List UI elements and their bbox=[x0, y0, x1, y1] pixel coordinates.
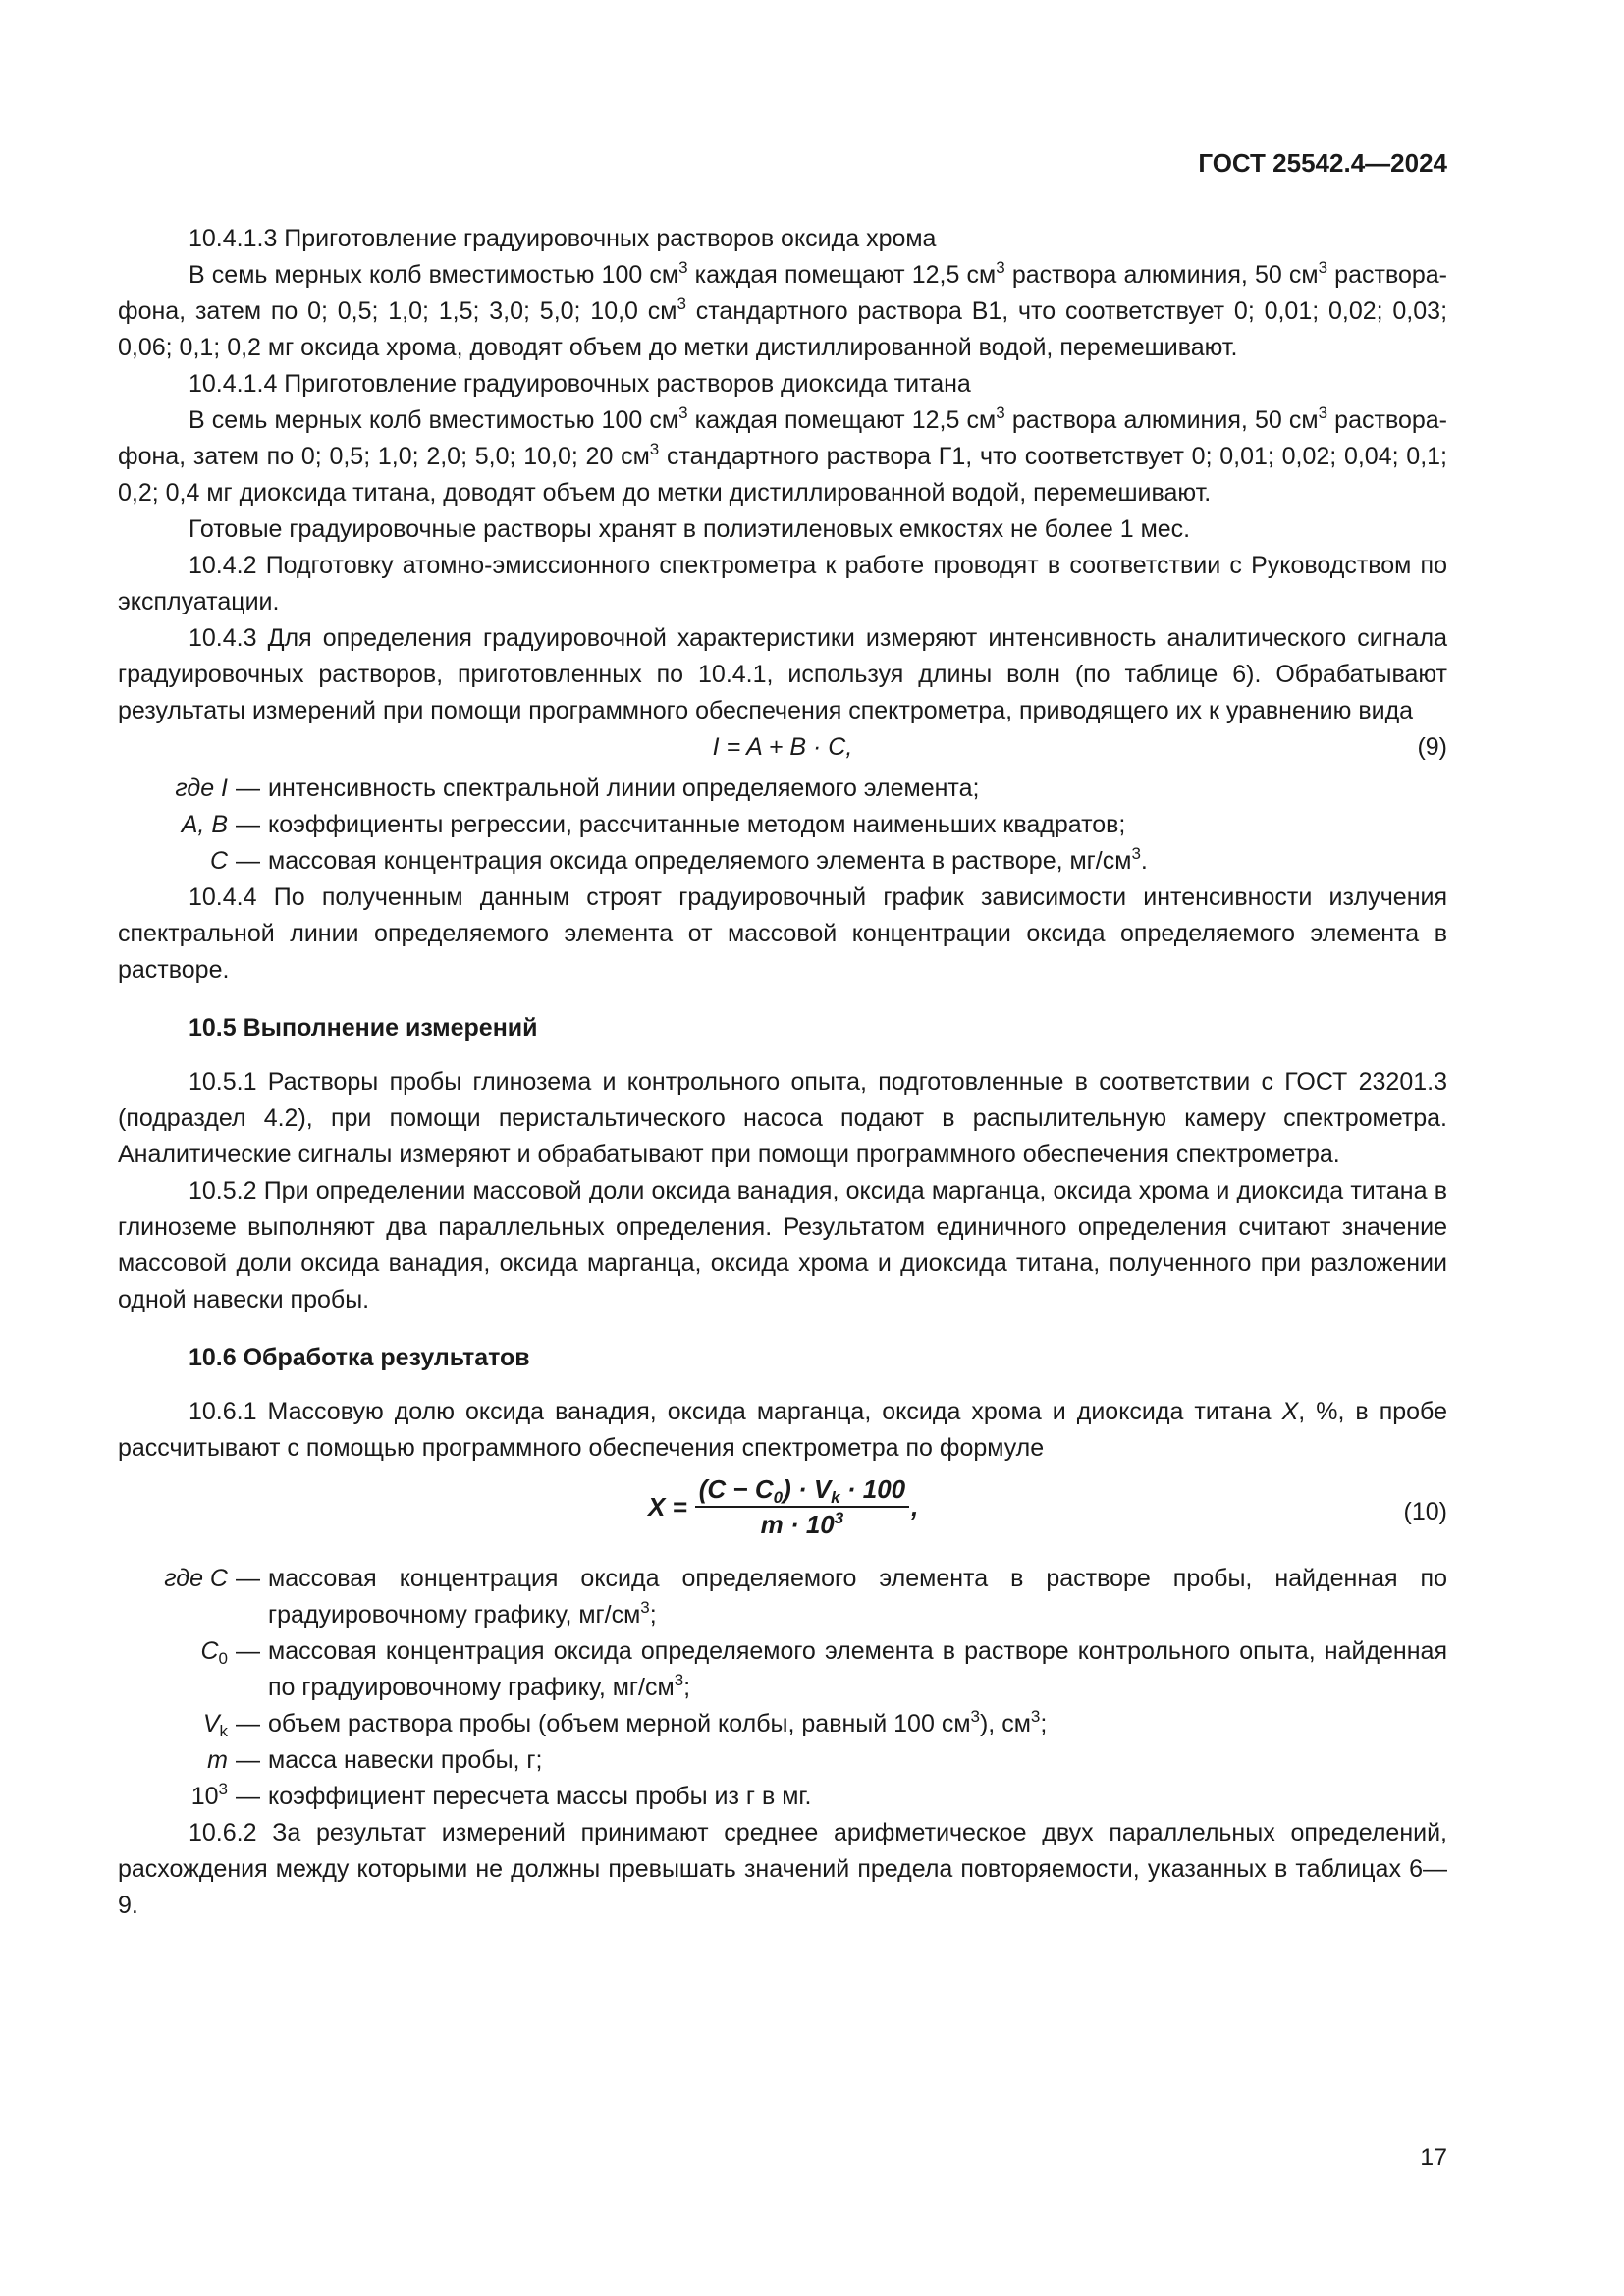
paragraph-10-4-3: 10.4.3 Для определения градуировочной характеристики измеряют интенсивность аналитического сигнала градуировочных растворов, приготовленных по 10.4.1, используя длины волн (по таблице 6). Обрабатывают результаты измерений при помощи программного обеспечения спектрометра, приводящего их к уравнению вида bbox=[118, 624, 1447, 724]
paragraph-10-4-4: 10.4.4 По полученным данным строят градуировочный график зависимости интенсивности излучения спектральной линии определяемого элемента от массовой концентрации оксида определяемого элемента в растворе. bbox=[118, 883, 1447, 984]
paragraph-10-5-2: 10.5.2 При определении массовой доли оксида ванадия, оксида марганца, оксида хрома и диоксида титана в глиноземе выполняют два параллельных определения. Результатом единичного определения считают значение массовой доли оксида ванадия, оксида марганца, оксида хрома и диоксида титана, полученного при разложении одной навески пробы. bbox=[118, 1177, 1447, 1313]
formula-10-definitions bbox=[118, 1561, 1447, 1815]
body-text bbox=[118, 221, 1447, 1924]
definition-row: C — массовая концентрация оксида определяемого элемента в растворе, $мг/см^3$. bbox=[209, 844, 1148, 875]
paragraph-10-5-1: 10.5.1 Растворы пробы глинозема и контрольного опыта, подготовленные в соответствии с ГОСТ 23201.3 (подраздел 4.2), при помощи перистальтического насоса подают в распылительную камеру спектрометра. Аналитические сигналы измеряют и обрабатывают при помощи программного обеспечения спектрометра. bbox=[118, 1068, 1447, 1168]
definition-row: $10^3$ — коэффициент пересчета массы пробы из г в мг. bbox=[190, 1780, 812, 1810]
section-heading-10-6: 10.6 Обработка результатов bbox=[189, 1344, 530, 1371]
formula-10-number: (10) bbox=[1403, 1498, 1447, 1525]
formula-10-denominator: $m \cdot 10^3$ bbox=[760, 1509, 844, 1539]
document-id: ГОСТ 25542.4—2024 bbox=[1198, 148, 1447, 178]
definition-row: m — масса навески пробы, г; bbox=[207, 1746, 543, 1774]
definition-row: $V_k$ — объем раствора пробы (объем мерной колбы, равный 100 $см^3$), $см^3$; bbox=[202, 1707, 1048, 1740]
formula-9-definitions bbox=[118, 771, 1447, 880]
definition-row: где C — массовая концентрация оксида определяемого элемента в растворе пробы, найденная по градуировочному графику, $мг/см^3$; bbox=[164, 1565, 1447, 1629]
formula-10-expression: X = $\frac{(C - C_0) \cdot V_k \cdot 100}{m \cdot 10^3}$ , bbox=[648, 1474, 919, 1539]
paragraph-10-4-2: 10.4.2 Подготовку атомно-эмиссионного спектрометра к работе проводят в соответствии с Руководством по эксплуатации. bbox=[118, 552, 1447, 615]
definition-row: где I — интенсивность спектральной линии определяемого элемента; bbox=[175, 774, 980, 802]
formula-9-expression: I = A + B · C, bbox=[712, 733, 853, 761]
paragraph-titanium-solutions: В семь мерных колб вместимостью 100 $см^3$ каждая помещают 12,5 $см^3$ раствора алюминия, 50 $см^3$ раствора-фона, затем по 0; 0,5; 1,0; 2,0; 5,0; 10,0; 20 $см^3$ стандартного раствора Г1, что соответствует 0; 0,01; 0,02; 0,04; 0,1; 0,2; 0,4 мг диоксида титана, доводят объем до метки дистиллированной водой, перемешивают. bbox=[118, 403, 1447, 507]
paragraph-10-4-1-3: 10.4.1.3 Приготовление градуировочных растворов оксида хрома bbox=[189, 225, 937, 252]
paragraph-10-6-2: 10.6.2 За результат измерений принимают среднее арифметическое двух параллельных определений, расхождения между которыми не должны превышать значений предела повторяемости, указанных в таблицах 6—9. bbox=[118, 1819, 1447, 1919]
formula-10-fraction bbox=[695, 1474, 909, 1539]
paragraph-10-6-1: 10.6.1 Массовую долю оксида ванадия, оксида марганца, оксида хрома и диоксида титана X, %, в пробе рассчитывают с помощью программного обеспечения спектрометра по формуле bbox=[118, 1398, 1447, 1462]
formula-9 bbox=[118, 729, 1447, 771]
paragraph-storage: Готовые градуировочные растворы хранят в полиэтиленовых емкостях не более 1 мес. bbox=[189, 515, 1191, 543]
paragraph-chromium-solutions: В семь мерных колб вместимостью 100 $см^3$ каждая помещают 12,5 $см^3$ раствора алюминия, 50 $см^3$ раствора-фона, затем по 0; 0,5; 1,0; 1,5; 3,0; 5,0; 10,0 $см^3$ стандартного раствора В1, что соответствует 0; 0,01; 0,02; 0,03; 0,06; 0,1; 0,2 мг оксида хрома, доводят объем до метки дистиллированной водой, перемешивают. bbox=[118, 258, 1448, 361]
definition-row: $C_0$ — массовая концентрация оксида определяемого элемента в растворе контрольного опыта, найденная по градуировочному графику, $мг/см^3$; bbox=[200, 1637, 1447, 1701]
definition-row: A, B — коэффициенты регрессии, рассчитанные методом наименьших квадратов; bbox=[181, 811, 1126, 838]
formula-10 bbox=[118, 1472, 1447, 1553]
formula-9-number: (9) bbox=[1417, 733, 1447, 761]
formula-10-numerator: $(C - C_0) \cdot V_k \cdot 100$ bbox=[695, 1474, 909, 1508]
section-heading-10-5: 10.5 Выполнение измерений bbox=[189, 1014, 538, 1041]
paragraph-10-4-1-4: 10.4.1.4 Приготовление градуировочных растворов диоксида титана bbox=[189, 370, 971, 398]
page-number: 17 bbox=[1420, 2144, 1447, 2171]
